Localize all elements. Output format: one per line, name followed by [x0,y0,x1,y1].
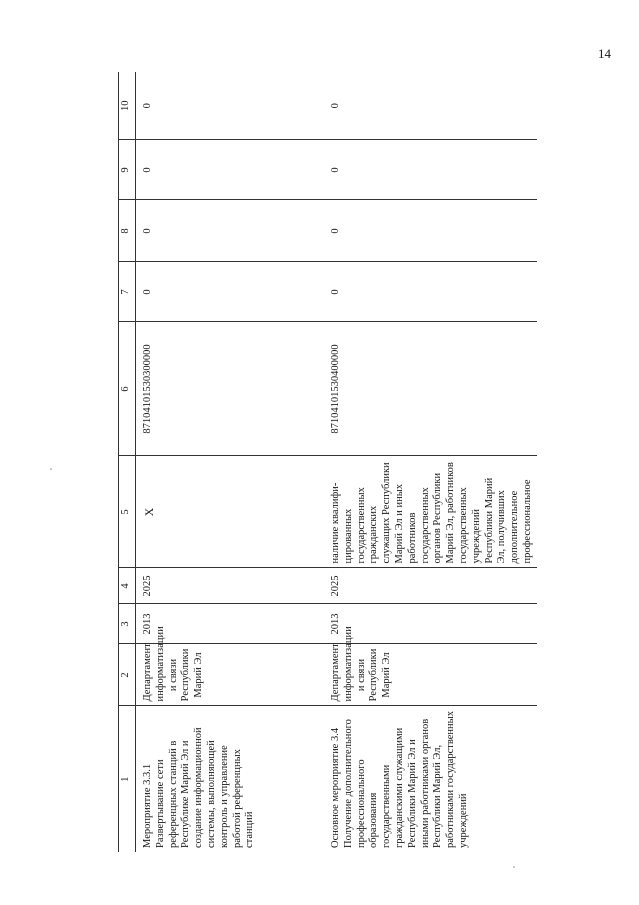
table-header-row [119,72,136,852]
end-year-cell: 2025 [324,568,537,604]
executor-cell: Департамент информатизации и связи Республики Марий Эл [324,644,537,706]
activity-name-cell: Основное мероприятие 3.4 Получение дополнительного профессионального образования государственными гражданскими служащими Республики Марий Эл и иными работниками органов Республики Марий Эл, работниками государственных учреждений [324,706,537,852]
value-cell: 0 [324,140,537,200]
value-cell: 0 [136,262,325,322]
value-cell: 0 [324,200,537,262]
column-number-header: 1 [119,706,136,852]
value-cell: 0 [142,103,153,109]
value-cell: 0 [324,262,537,322]
activity-name-cell: Мероприятие 3.3.1 Развертывание сети референцных станций в Республике Марий Эл и создание информационной системы, выполняющей контроль и управление работой референцных станций [136,706,325,852]
program-activities-table [118,72,537,852]
column-number-header: 7 [119,262,136,322]
column-number-header: 10 [119,72,136,140]
column-number-header: 5 [119,456,136,568]
table-row [136,72,325,852]
scan-speck [513,866,515,868]
budget-code-cell: 87104101530300000 [136,322,325,456]
column-number-header: 3 [119,604,136,644]
column-number-header: 2 [119,644,136,706]
page-number: 14 [598,46,611,61]
value-cell: 0 [330,103,341,109]
table-row [324,72,537,852]
value-cell: 0 [136,200,325,262]
scan-speck [50,468,52,470]
end-year-cell: 2025 [136,568,325,604]
column-number-header: 4 [119,568,136,604]
indicator-cell: X [136,456,325,568]
start-year-cell: 2013 [324,604,537,644]
start-year-cell: 2013 [136,604,325,644]
executor-cell: Департамент информатизации и связи Республики Марий Эл [136,644,325,706]
budget-code-cell: 87104101530400000 [324,322,537,456]
indicator-cell: наличие квалифи-цированных государственных гражданских служащих Республики Марий Эл и иных работников государственных органов Республики Марий Эл, работников государственных учреждений Республики Марий Эл, получивших дополнительное профессиональное [324,456,537,568]
column-number-header: 9 [119,140,136,200]
rotated-table-container [118,72,598,852]
column-number-header: 6 [119,322,136,456]
value-cell: 0 [136,140,325,200]
column-number-header: 8 [119,200,136,262]
